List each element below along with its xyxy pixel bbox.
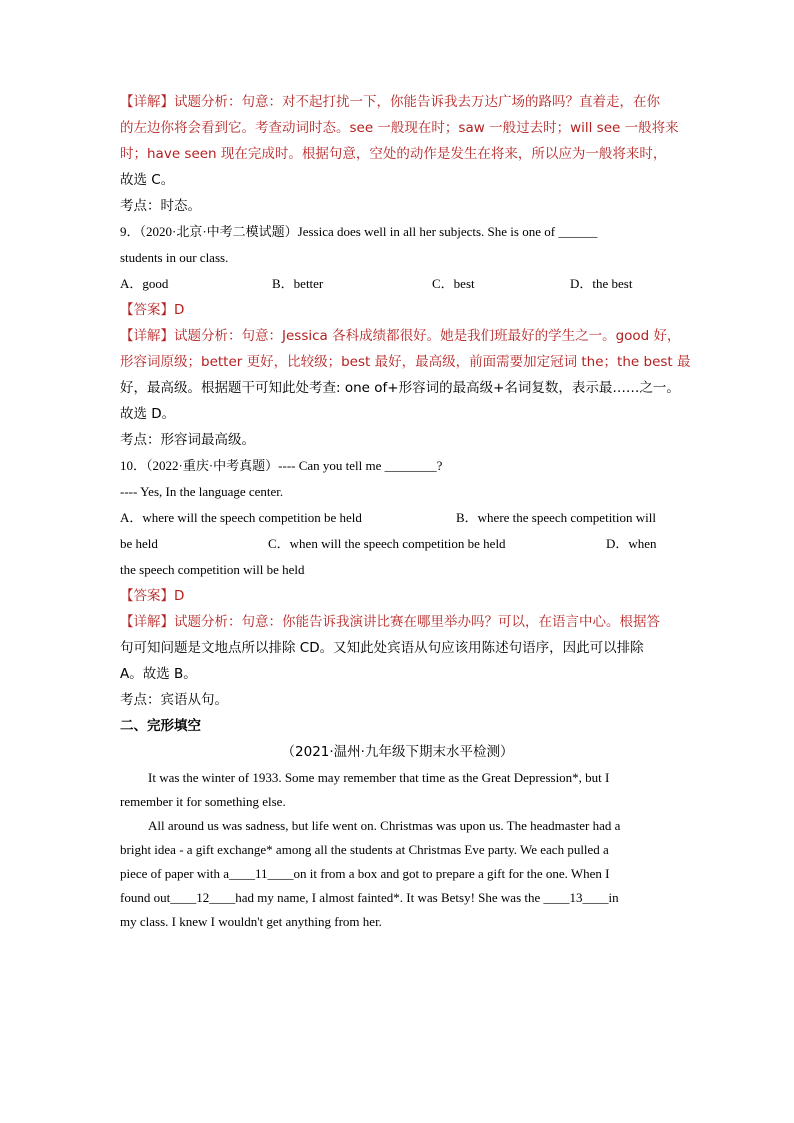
passage-p1-line-2: remember it for something else. <box>120 794 286 809</box>
q8-explanation-line-4: 故选 C。 <box>120 172 175 188</box>
q10-knowledge-point: 考点：宾语从句。 <box>120 692 228 708</box>
q9-option-c: C．best <box>432 276 475 291</box>
q8-explanation-line-3: 时；have seen 现在完成时。根据句意，空处的动作是发生在将来，所以应为一般将来时， <box>120 146 667 162</box>
q8-explanation-line-2: 的左边你将会看到它。考查动词时态。see 一般现在时；saw 一般过去时；will see 一般将来 <box>120 120 679 136</box>
q9-option-d: D．the best <box>570 276 633 291</box>
q10-explanation-line-3: A。故选 B。 <box>120 666 197 682</box>
q9-knowledge-point: 考点：形容词最高级。 <box>120 432 255 448</box>
q9-explanation-line-3: 好，最高级。根据题干可知此处考查: one of+形容词的最高级+名词复数，表示最……之一。 <box>120 380 680 396</box>
q9-option-b: B．better <box>272 276 324 291</box>
section-heading: 二、完形填空 <box>120 718 201 734</box>
q10-option-c: C．when will the speech competition be held <box>268 536 506 551</box>
passage-p2-line-2: bright idea - a gift exchange* among all the students at Christmas Eve party. We each pulled a <box>120 842 609 857</box>
q8-explanation-line-1: 【详解】试题分析：句意：对不起打扰一下，你能告诉我去万达广场的路吗？直着走，在你 <box>120 94 660 110</box>
q10-option-b-cont: be held <box>120 536 158 551</box>
q10-explanation-line-1: 【详解】试题分析：句意：你能告诉我演讲比赛在哪里举办吗？可以，在语言中心。根据答 <box>120 614 660 630</box>
q10-stem-line-2: ---- Yes, In the language center. <box>120 484 284 499</box>
q9-answer: 【答案】D <box>120 302 185 318</box>
q9-explanation-line-4: 故选 D。 <box>120 406 176 422</box>
passage-p1-line-1: It was the winter of 1933. Some may remember that time as the Great Depression*, but I <box>148 770 610 785</box>
passage-p2-line-5: my class. I knew I wouldn't get anything from her. <box>120 914 382 929</box>
q10-option-b: B．where the speech competition will <box>456 510 657 525</box>
q9-option-a: A．good <box>120 276 169 291</box>
passage-source: （2021·温州·九年级下期末水平检测） <box>281 744 514 760</box>
q9-stem-line-2: students in our class. <box>120 250 229 265</box>
passage-p2-line-1: All around us was sadness, but life went on. Christmas was upon us. The headmaster had a <box>148 818 621 833</box>
q9-explanation-line-2: 形容词原级；better 更好，比较级；best 最好，最高级，前面需要加定冠词 the；the best 最 <box>120 354 691 370</box>
passage-p2-line-4: found out____12____had my name, I almost fainted*. It was Betsy! She was the ____13____in <box>120 890 619 905</box>
q9-explanation-line-1: 【详解】试题分析：句意：Jessica 各科成绩都很好。她是我们班最好的学生之一。good 好， <box>120 328 681 344</box>
q10-option-d: D．when <box>606 536 657 551</box>
q10-explanation-line-2: 句可知问题是文地点所以排除 CD。又知此处宾语从句应该用陈述句语序，因此可以排除 <box>120 640 644 656</box>
q10-option-d-cont: the speech competition will be held <box>120 562 305 577</box>
passage-p2-line-3: piece of paper with a____11____on it from a box and got to prepare a gift for the one. When I <box>120 866 610 881</box>
q10-stem-line-1: 10．（2022·重庆·中考真题）---- Can you tell me ________? <box>120 458 443 473</box>
q9-stem-line-1: 9．（2020·北京·中考二模试题）Jessica does well in all her subjects. She is one of ______ <box>120 224 598 239</box>
q10-option-a: A．where will the speech competition be held <box>120 510 362 525</box>
q10-answer: 【答案】D <box>120 588 185 604</box>
q8-knowledge-point: 考点：时态。 <box>120 198 201 214</box>
